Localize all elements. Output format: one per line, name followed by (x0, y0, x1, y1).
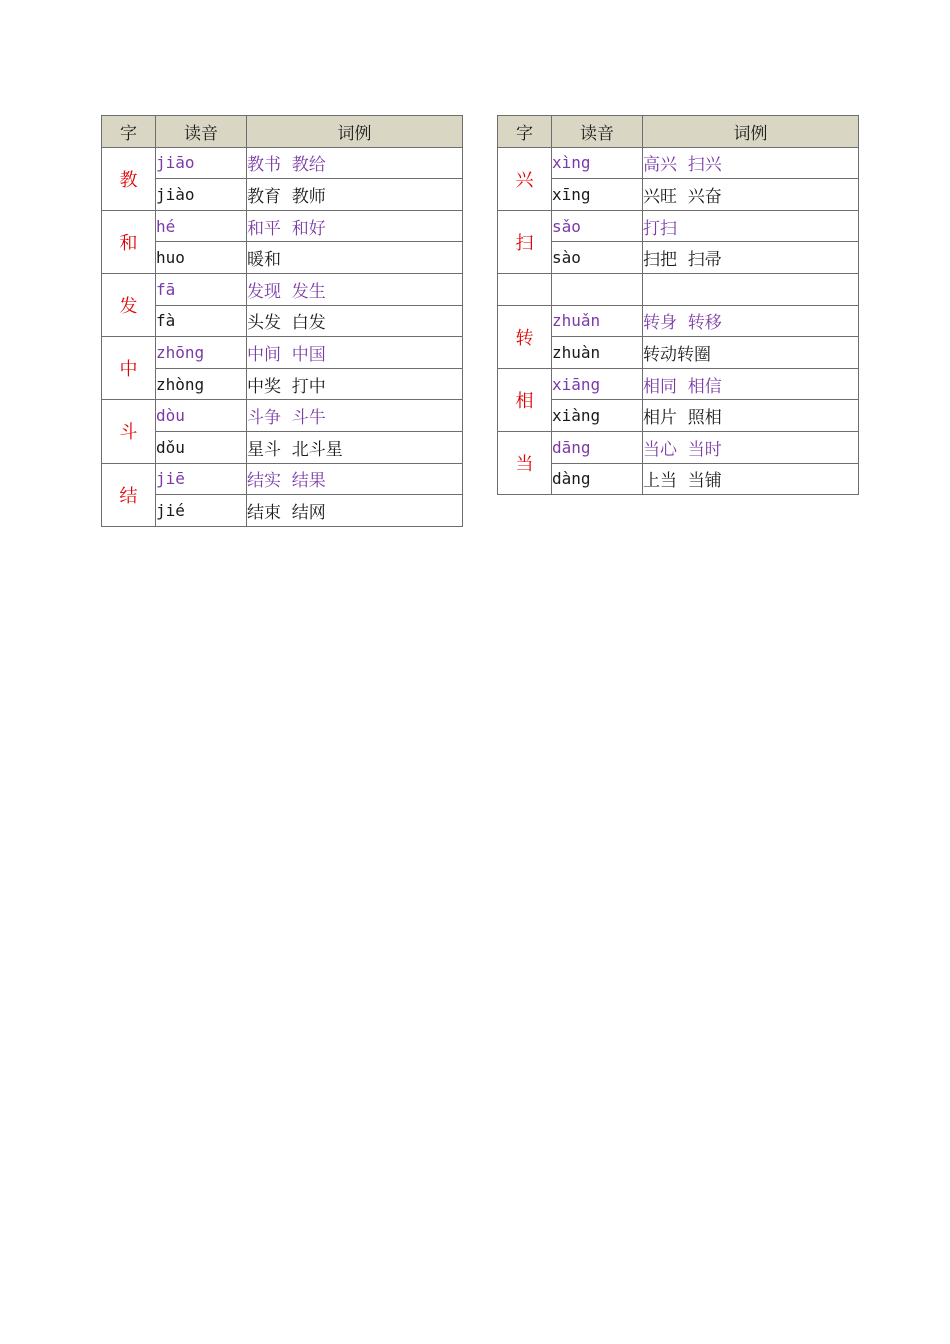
words-cell (643, 273, 859, 305)
header-pinyin: 读音 (552, 116, 643, 148)
table-row (498, 368, 859, 400)
words-cell: 转身 转移 (643, 305, 859, 337)
character-cell: 中 (102, 337, 156, 400)
table-row-empty (498, 273, 859, 305)
words-cell: 相同 相信 (643, 368, 859, 400)
character-cell: 和 (102, 210, 156, 273)
words-cell: 扫把 扫帚 (643, 242, 859, 274)
pinyin-cell: dàng (552, 463, 643, 495)
pinyin-cell: dāng (552, 431, 643, 463)
character-cell: 斗 (102, 400, 156, 463)
pinyin-cell: dòu (156, 400, 247, 432)
words-cell: 头发 白发 (247, 305, 463, 337)
pinyin-cell: xìng (552, 147, 643, 179)
table-row (102, 179, 463, 211)
character-cell: 教 (102, 147, 156, 210)
words-cell: 转动转圈 (643, 337, 859, 369)
table-row (498, 305, 859, 337)
pinyin-cell: zhuàn (552, 337, 643, 369)
table-row (498, 337, 859, 369)
pinyin-cell: zhuǎn (552, 305, 643, 337)
words-cell: 和平 和好 (247, 210, 463, 242)
table-row (498, 400, 859, 432)
table-row (102, 400, 463, 432)
pinyin-cell: xīng (552, 179, 643, 211)
pinyin-cell: jiào (156, 179, 247, 211)
table-row (102, 431, 463, 463)
pronunciation-table-right (497, 115, 859, 495)
table-row (498, 431, 859, 463)
header-char: 字 (102, 116, 156, 148)
character-cell: 发 (102, 273, 156, 336)
table-header (498, 116, 859, 148)
table-row (102, 463, 463, 495)
character-cell: 兴 (498, 147, 552, 210)
words-cell: 暖和 (247, 242, 463, 274)
words-cell: 相片 照相 (643, 400, 859, 432)
pinyin-cell: jié (156, 495, 247, 527)
table-row (102, 305, 463, 337)
header-words: 词例 (247, 116, 463, 148)
words-cell: 发现 发生 (247, 273, 463, 305)
table-row (498, 147, 859, 179)
words-cell: 结实 结果 (247, 463, 463, 495)
table-row (102, 495, 463, 527)
words-cell: 当心 当时 (643, 431, 859, 463)
table-row (498, 242, 859, 274)
pinyin-cell: zhōng (156, 337, 247, 369)
pinyin-cell: jiē (156, 463, 247, 495)
character-cell (498, 273, 552, 305)
table-header (102, 116, 463, 148)
table-row (498, 179, 859, 211)
words-cell: 中间 中国 (247, 337, 463, 369)
pinyin-cell: xiàng (552, 400, 643, 432)
pinyin-cell: fā (156, 273, 247, 305)
table-row (102, 242, 463, 274)
pinyin-cell: xiāng (552, 368, 643, 400)
character-cell: 转 (498, 305, 552, 368)
table-row (102, 337, 463, 369)
pinyin-cell: dǒu (156, 431, 247, 463)
words-cell: 斗争 斗牛 (247, 400, 463, 432)
table-row (102, 273, 463, 305)
words-cell: 结束 结网 (247, 495, 463, 527)
words-cell: 兴旺 兴奋 (643, 179, 859, 211)
pinyin-cell: sào (552, 242, 643, 274)
table-row (498, 463, 859, 495)
pinyin-cell: jiāo (156, 147, 247, 179)
words-cell: 星斗 北斗星 (247, 431, 463, 463)
table-row (102, 368, 463, 400)
pinyin-cell: huo (156, 242, 247, 274)
character-cell: 扫 (498, 210, 552, 273)
words-cell: 上当 当铺 (643, 463, 859, 495)
table-row (498, 210, 859, 242)
character-cell: 结 (102, 463, 156, 526)
words-cell: 教书 教给 (247, 147, 463, 179)
character-cell: 相 (498, 368, 552, 431)
table-row (102, 210, 463, 242)
words-cell: 教育 教师 (247, 179, 463, 211)
words-cell: 高兴 扫兴 (643, 147, 859, 179)
character-cell: 当 (498, 431, 552, 494)
words-cell: 中奖 打中 (247, 368, 463, 400)
pronunciation-table-left (101, 115, 463, 527)
pinyin-cell: zhòng (156, 368, 247, 400)
table-row (102, 147, 463, 179)
pinyin-cell: fà (156, 305, 247, 337)
header-words: 词例 (643, 116, 859, 148)
pinyin-cell (552, 273, 643, 305)
header-char: 字 (498, 116, 552, 148)
words-cell: 打扫 (643, 210, 859, 242)
header-pinyin: 读音 (156, 116, 247, 148)
pinyin-cell: sǎo (552, 210, 643, 242)
pinyin-cell: hé (156, 210, 247, 242)
